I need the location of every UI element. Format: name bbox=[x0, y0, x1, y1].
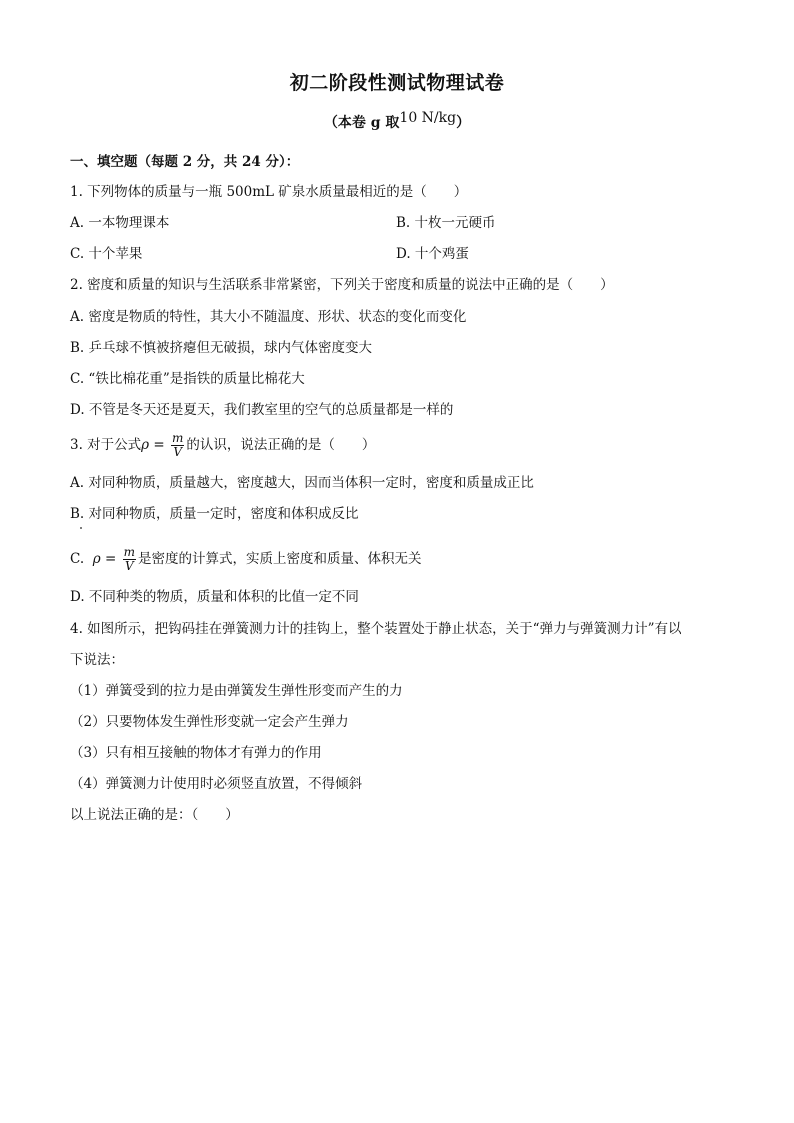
q4-statement-1: （1）弹簧受到的拉力是由弹簧发生弹性形变而产生的力 bbox=[70, 683, 403, 699]
q4-statement-3: （3）只有相互接触的物体才有弹力的作用 bbox=[70, 745, 322, 761]
density-formula-fraction-c bbox=[123, 546, 136, 573]
q1-option-d[interactable]: D. 十个鸡蛋 bbox=[396, 246, 469, 262]
fraction-denominator: V bbox=[173, 445, 183, 459]
rho-symbol-c: ρ bbox=[92, 551, 101, 567]
q2-option-c[interactable]: C. “铁比棉花重”是指铁的质量比棉花大 bbox=[70, 371, 305, 387]
q4-statement-4: （4）弹簧测力计使用时必须竖直放置，不得倾斜 bbox=[70, 776, 363, 792]
q2-option-d[interactable]: D. 不管是冬天还是夏天，我们教室里的空气的总质量都是一样的 bbox=[70, 402, 454, 418]
q4-stem-line2: 下说法： bbox=[70, 652, 124, 668]
equals-sign: = bbox=[149, 437, 170, 453]
q3-option-b[interactable]: B. 对同种物质，质量一定时，密度和体积成反比 bbox=[70, 506, 359, 522]
q3-option-a[interactable]: A. 对同种物质，质量越大，密度越大，因而当体积一定时，密度和质量成正比 bbox=[70, 475, 534, 491]
q3-option-d[interactable]: D. 不同种类的物质，质量和体积的比值一定不同 bbox=[70, 589, 359, 605]
q1-option-b[interactable]: B. 十枚一元硬币 bbox=[396, 215, 496, 231]
equals-sign-c: = bbox=[100, 551, 121, 567]
rho-symbol: ρ bbox=[141, 437, 150, 453]
gravity-note-prefix: （本卷 g 取 bbox=[323, 115, 400, 131]
q1-stem: 1. 下列物体的质量与一瓶 500mL 矿泉水质量最相近的是（ ） bbox=[70, 184, 468, 200]
density-formula-fraction bbox=[171, 432, 184, 459]
fraction-numerator-c: m bbox=[123, 545, 135, 559]
q1-options-row1 bbox=[70, 214, 770, 232]
q4-question: 以上说法正确的是：（ ） bbox=[70, 807, 239, 823]
stray-dot bbox=[80, 527, 82, 529]
gravity-note bbox=[0, 112, 794, 132]
q1-option-c[interactable]: C. 十个苹果 bbox=[70, 246, 143, 262]
q1-option-a[interactable]: A. 一本物理课本 bbox=[70, 215, 170, 231]
q3-stem-prefix: 3. 对于公式 bbox=[70, 437, 142, 453]
q4-stem-line1: 4. 如图所示，把钩码挂在弹簧测力计的挂钩上，整个装置处于静止状态，关于“弹力与弹簧测力计”有以 bbox=[70, 621, 682, 637]
q3-stem bbox=[70, 430, 375, 460]
q1-options-row2 bbox=[70, 245, 770, 263]
q2-option-a[interactable]: A. 密度是物质的特性，其大小不随温度、形状、状态的变化而变化 bbox=[70, 309, 467, 325]
fraction-numerator: m bbox=[172, 431, 184, 445]
section-heading: 一、填空题（每题 2 分，共 24 分）： bbox=[70, 154, 300, 170]
q3-option-c[interactable] bbox=[70, 543, 421, 575]
q3-option-c-label: C. bbox=[70, 551, 85, 567]
q2-option-b[interactable]: B. 乒乓球不慎被挤瘪但无破损，球内气体密度变大 bbox=[70, 340, 373, 356]
q3-stem-suffix: 的认识，说法正确的是（ ） bbox=[186, 437, 376, 453]
gravity-note-unit: 10 N/kg bbox=[399, 110, 457, 126]
fraction-denominator-c: V bbox=[124, 559, 134, 573]
q3-option-c-text: 是密度的计算式，实质上密度和质量、体积无关 bbox=[137, 551, 422, 567]
gravity-note-suffix: ） bbox=[456, 115, 471, 131]
q2-stem: 2. 密度和质量的知识与生活联系非常紧密，下列关于密度和质量的说法中正确的是（ ） bbox=[70, 277, 614, 293]
page-title: 初二阶段性测试物理试卷 bbox=[289, 72, 505, 94]
q4-statement-2: （2）只要物体发生弹性形变就一定会产生弹力 bbox=[70, 714, 349, 730]
